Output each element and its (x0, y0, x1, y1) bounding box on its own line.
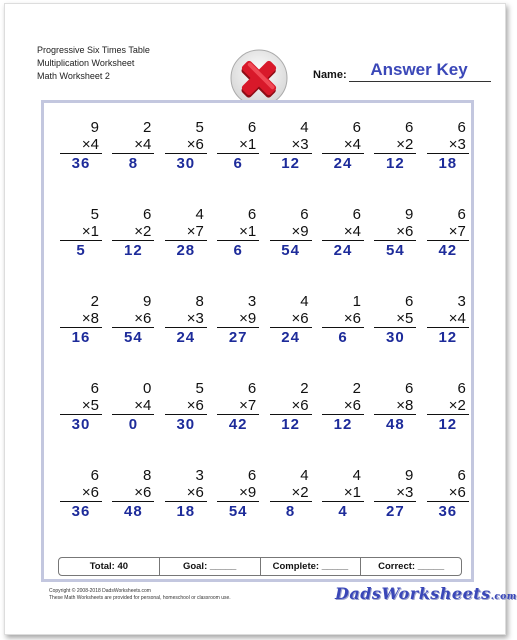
problem (60, 206, 102, 259)
dadsworksheets-logo (335, 584, 517, 603)
multiplier: ×3 (427, 136, 469, 154)
multiplier: ×4 (322, 136, 364, 154)
name-field (313, 60, 491, 84)
multiplicand: 6 (457, 206, 466, 223)
answer: 36 (71, 155, 91, 172)
answer: 0 (128, 416, 139, 433)
worksheet-subtitle: Multiplication Worksheet (37, 58, 135, 68)
problem (322, 380, 364, 433)
multiplicand: 3 (457, 293, 466, 310)
multiplier: ×6 (112, 310, 154, 328)
multiplier: ×6 (322, 397, 364, 415)
problem (322, 206, 364, 259)
answer: 8 (285, 503, 296, 520)
answer: 42 (438, 242, 458, 259)
answer: 12 (281, 416, 300, 433)
problem (165, 293, 207, 346)
multiplier: ×9 (270, 223, 312, 241)
multiplicand: 6 (300, 206, 309, 223)
multiplicand: 3 (247, 293, 257, 310)
multiplier: ×6 (112, 484, 154, 502)
answer: 6 (233, 155, 243, 172)
goal-cell: Goal: _____ (160, 558, 261, 575)
problem (427, 119, 469, 172)
name-line (349, 81, 491, 82)
answer: 36 (71, 503, 91, 520)
problem (374, 293, 416, 346)
multiplier: ×4 (322, 223, 364, 241)
multiplier: ×4 (112, 397, 154, 415)
name-label: Name: (313, 69, 347, 81)
answer: 54 (386, 242, 405, 259)
multiplicand: 6 (405, 380, 414, 397)
multiplicand: 9 (405, 206, 414, 223)
problem (322, 467, 364, 520)
answer: 12 (386, 155, 405, 172)
problem (217, 119, 259, 172)
worksheet-title: Progressive Six Times Table (37, 45, 150, 55)
answer: 6 (233, 242, 243, 259)
problem (112, 380, 154, 433)
answer: 27 (228, 329, 248, 346)
problem (165, 119, 207, 172)
multiplier: ×3 (270, 136, 312, 154)
problem (270, 380, 312, 433)
multiplier: ×1 (217, 136, 259, 154)
multiplicand: 9 (143, 293, 152, 310)
answer: 24 (281, 329, 300, 346)
answer: 24 (176, 329, 196, 346)
problem (374, 467, 416, 520)
problem (217, 206, 259, 259)
multiplier: ×6 (165, 397, 207, 415)
multiplier: ×5 (374, 310, 416, 328)
complete-cell: Complete: _____ (261, 558, 362, 575)
answer: 54 (124, 329, 143, 346)
multiplicand: 6 (90, 380, 99, 397)
multiplier: ×6 (322, 310, 364, 328)
multiplicand: 2 (300, 380, 309, 397)
multiplier: ×2 (427, 397, 469, 415)
answer: 18 (176, 503, 196, 520)
logo-suffix: .com (490, 592, 517, 602)
problem (217, 380, 259, 433)
answer: 12 (281, 155, 300, 172)
problem (217, 467, 259, 520)
multiplier: ×7 (217, 397, 259, 415)
answer: 30 (176, 416, 196, 433)
multiplier: ×7 (427, 223, 469, 241)
problem (427, 467, 469, 520)
answer: 27 (386, 503, 405, 520)
multiplier: ×5 (60, 397, 102, 415)
answer: 16 (71, 329, 91, 346)
multiplicand: 5 (195, 380, 204, 397)
multiplier: ×1 (322, 484, 364, 502)
multiplicand: 6 (405, 119, 414, 136)
multiplicand: 0 (143, 380, 152, 397)
answer: 12 (438, 416, 458, 433)
worksheet-number: Math Worksheet 2 (37, 71, 110, 81)
problem (217, 293, 259, 346)
multiplier: ×6 (374, 223, 416, 241)
answer: 30 (386, 329, 405, 346)
problems-frame (41, 100, 474, 582)
multiplicand: 3 (195, 467, 204, 484)
answer: 8 (128, 155, 139, 172)
multiplier: ×9 (217, 310, 259, 328)
score-bar (58, 557, 462, 576)
multiplicand: 6 (247, 467, 257, 484)
multiplicand: 1 (352, 293, 361, 310)
multiplier: ×6 (165, 484, 207, 502)
multiplicand: 2 (352, 380, 361, 397)
multiplicand: 6 (143, 206, 152, 223)
multiplicand: 6 (405, 293, 414, 310)
multiplicand: 8 (143, 467, 152, 484)
answer: 54 (281, 242, 300, 259)
multiplicand: 6 (247, 206, 257, 223)
problem (60, 119, 102, 172)
multiplier: ×1 (60, 223, 102, 241)
answer: 18 (438, 155, 458, 172)
problem (270, 467, 312, 520)
answer: 12 (438, 329, 458, 346)
multiplicand: 6 (457, 380, 466, 397)
multiplicand: 8 (195, 293, 204, 310)
multiplicand: 9 (90, 119, 99, 136)
multiplier: ×6 (427, 484, 469, 502)
multiplicand: 9 (405, 467, 414, 484)
answer: 30 (176, 155, 196, 172)
problem (270, 206, 312, 259)
problem (112, 119, 154, 172)
total-cell: Total: 40 (59, 558, 160, 575)
multiplicand: 6 (352, 206, 361, 223)
problem (374, 119, 416, 172)
multiplier: ×3 (374, 484, 416, 502)
answer: 12 (124, 242, 143, 259)
problem (60, 380, 102, 433)
multiplicand: 5 (195, 119, 204, 136)
multiplier: ×3 (165, 310, 207, 328)
answer-key-label: Answer Key (370, 60, 468, 79)
problem (322, 293, 364, 346)
answer: 5 (76, 242, 86, 259)
multiplicand: 2 (143, 119, 152, 136)
copyright-notice (49, 588, 231, 602)
problem (165, 467, 207, 520)
problem (165, 380, 207, 433)
multiplicand: 4 (300, 293, 309, 310)
multiplier: ×8 (374, 397, 416, 415)
copyright-line: Copyright © 2008-2018 DadsWorksheets.com (49, 588, 151, 594)
multiplier: ×1 (217, 223, 259, 241)
problem (374, 206, 416, 259)
multiplier: ×9 (217, 484, 259, 502)
red-x-icon (229, 48, 289, 108)
problem (60, 293, 102, 346)
multiplier: ×4 (60, 136, 102, 154)
problem (427, 380, 469, 433)
problem (270, 293, 312, 346)
multiplicand: 6 (457, 119, 466, 136)
problem (427, 293, 469, 346)
problem (112, 293, 154, 346)
multiplier: ×4 (112, 136, 154, 154)
multiplicand: 6 (457, 467, 466, 484)
multiplicand: 5 (90, 206, 99, 223)
answer: 28 (176, 242, 196, 259)
worksheet-page (4, 3, 517, 635)
answer: 6 (338, 329, 348, 346)
problem (112, 467, 154, 520)
multiplicand: 6 (90, 467, 99, 484)
problem (270, 119, 312, 172)
multiplier: ×4 (427, 310, 469, 328)
multiplier: ×8 (60, 310, 102, 328)
problem (427, 206, 469, 259)
answer: 48 (386, 416, 405, 433)
answer: 4 (338, 503, 348, 520)
multiplicand: 6 (247, 380, 257, 397)
problem (374, 380, 416, 433)
answer: 36 (438, 503, 458, 520)
multiplier: ×6 (270, 310, 312, 328)
problem (60, 467, 102, 520)
answer: 24 (333, 242, 353, 259)
usage-line: These Math Worksheets are provided for personal, homeschool or classroom use. (49, 595, 231, 601)
multiplicand: 4 (300, 119, 309, 136)
answer: 48 (124, 503, 143, 520)
multiplicand: 4 (352, 467, 361, 484)
multiplier: ×2 (270, 484, 312, 502)
answer: 12 (333, 416, 353, 433)
multiplicand: 6 (352, 119, 361, 136)
multiplier: ×6 (165, 136, 207, 154)
multiplicand: 2 (90, 293, 99, 310)
answer: 24 (333, 155, 353, 172)
answer: 54 (228, 503, 248, 520)
logo-text: DadsWorksheets (335, 584, 491, 603)
worksheet-header (37, 44, 150, 83)
multiplier: ×6 (60, 484, 102, 502)
multiplicand: 4 (300, 467, 309, 484)
answer: 42 (228, 416, 248, 433)
problem (112, 206, 154, 259)
multiplier: ×2 (112, 223, 154, 241)
multiplicand: 6 (247, 119, 257, 136)
problem (165, 206, 207, 259)
problem (322, 119, 364, 172)
multiplicand: 4 (195, 206, 204, 223)
correct-cell: Correct: _____ (378, 561, 445, 572)
multiplier: ×7 (165, 223, 207, 241)
multiplier: ×2 (374, 136, 416, 154)
multiplier: ×6 (270, 397, 312, 415)
answer: 30 (71, 416, 91, 433)
